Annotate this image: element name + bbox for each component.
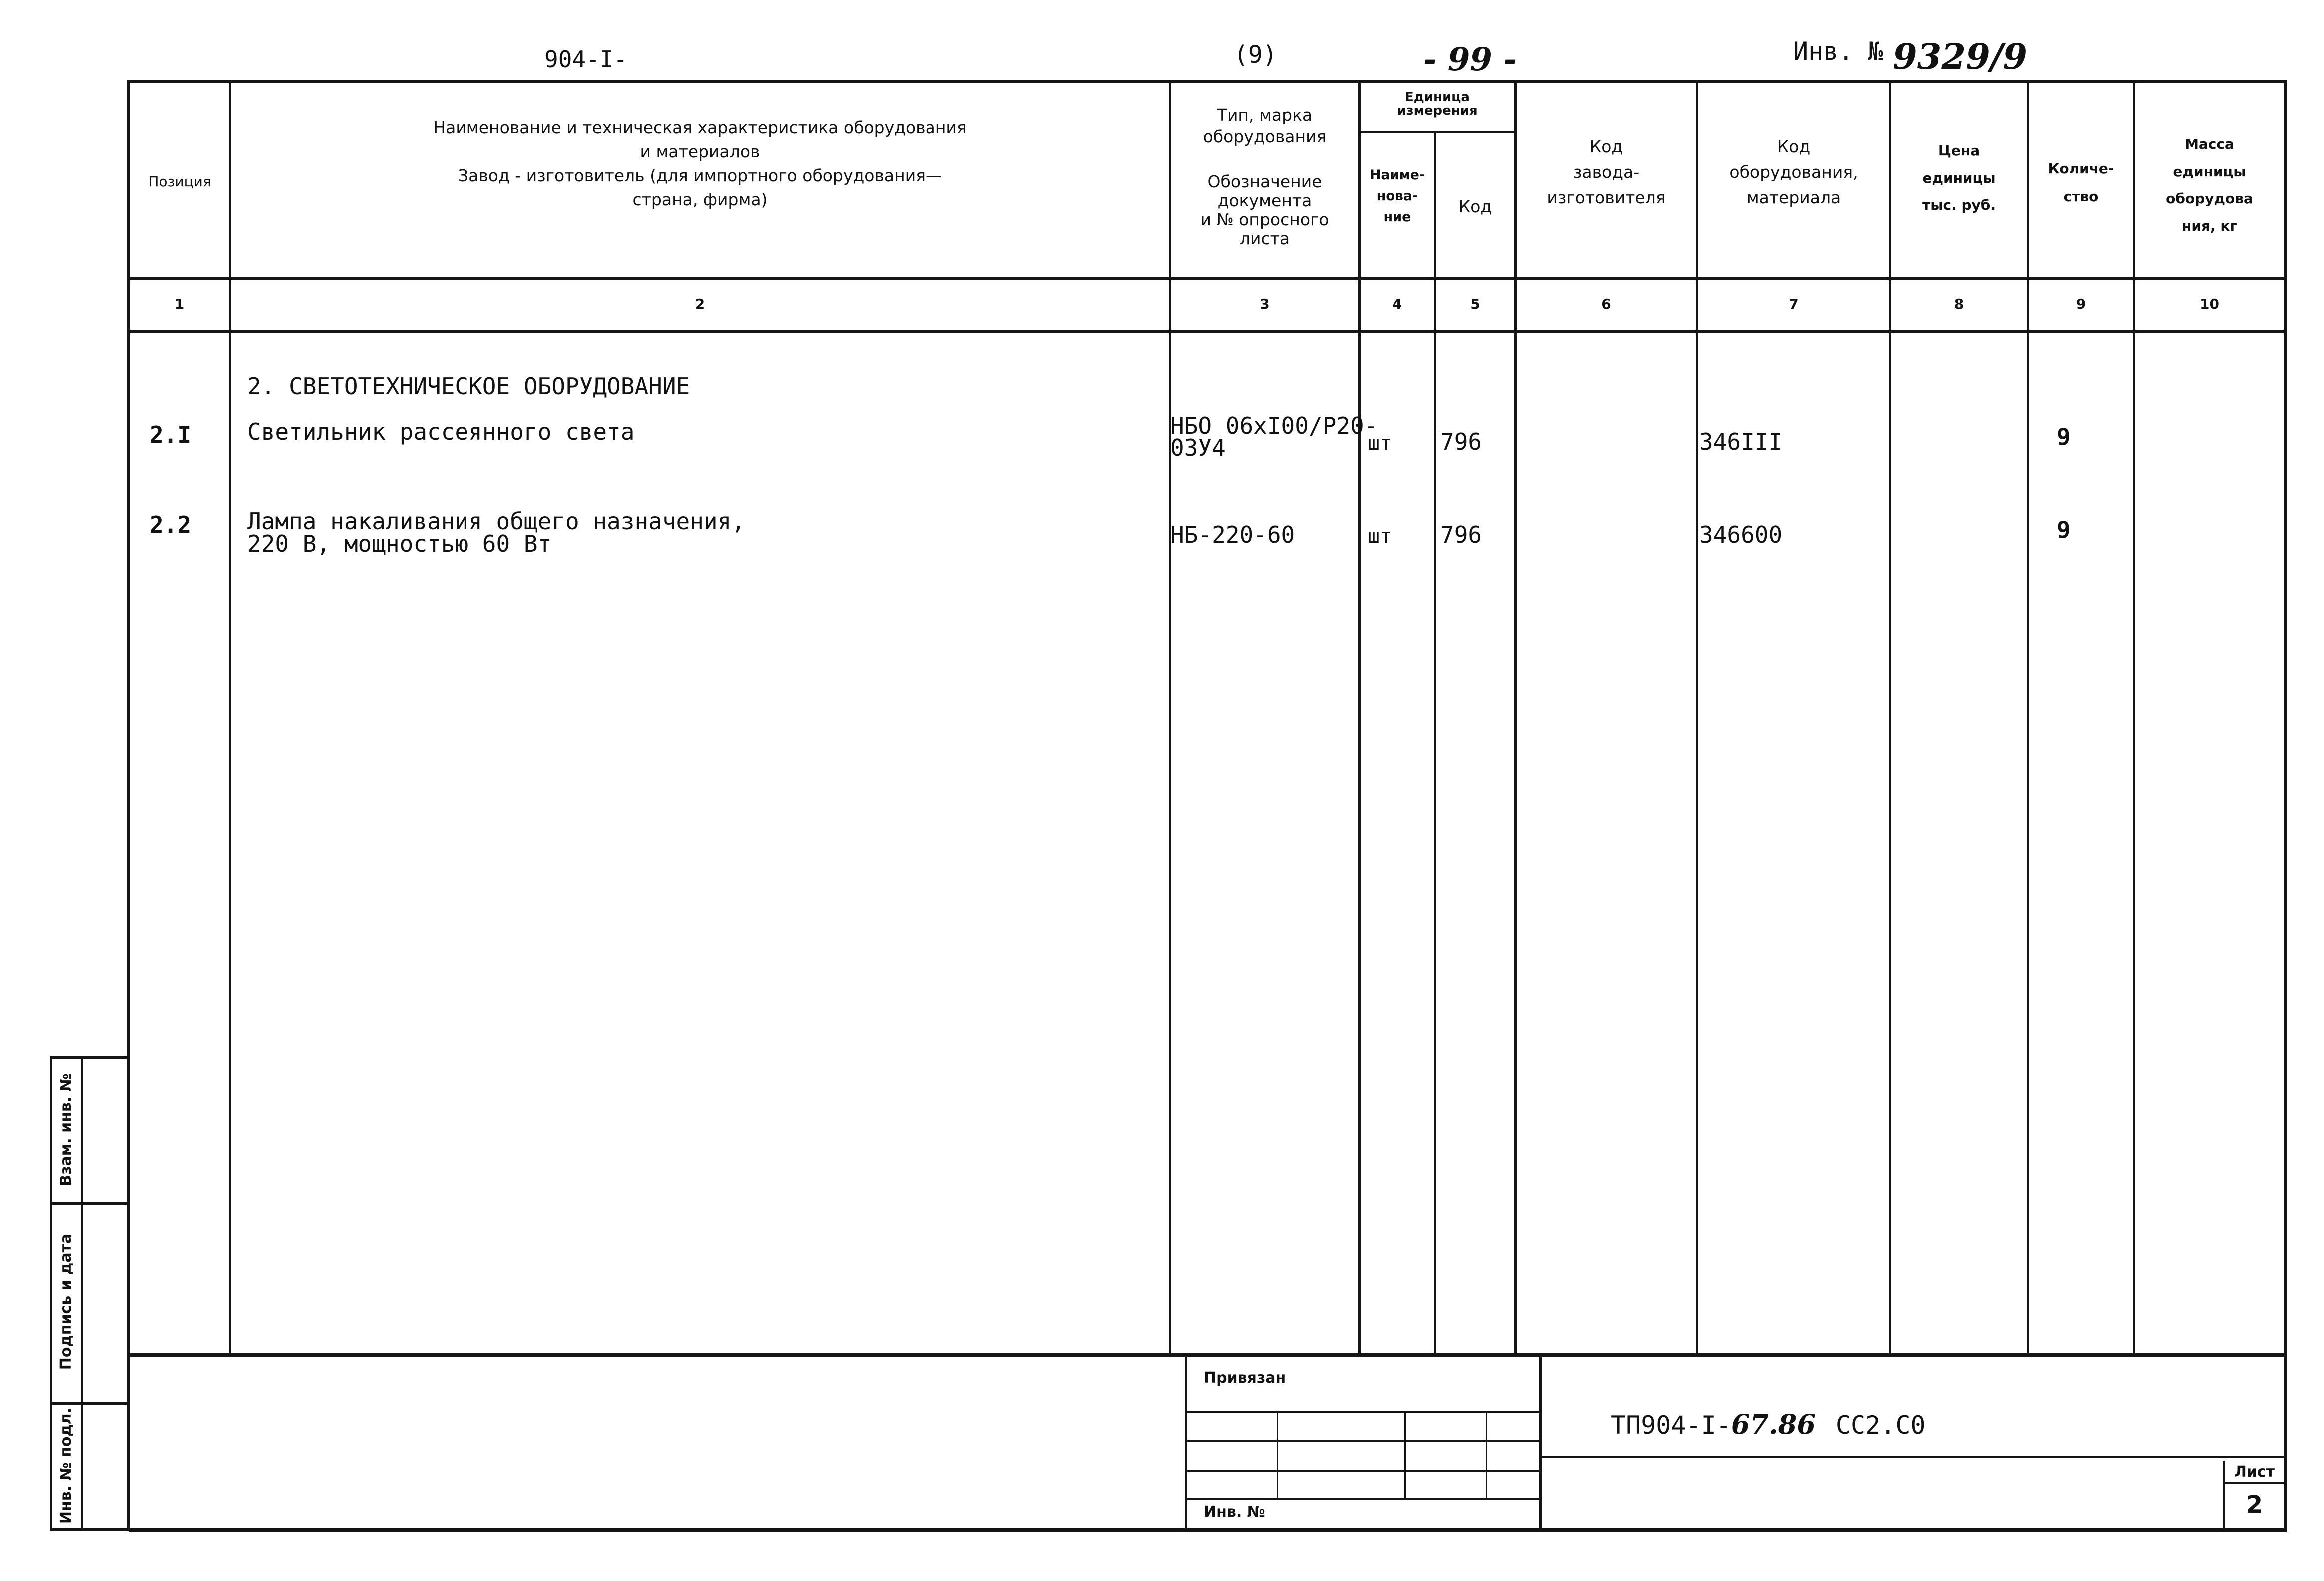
row1-quantity: 9 [2057,423,2071,450]
colnum-1: 1 [174,296,185,312]
colnum-10: 10 [2200,296,2219,312]
header-equipment-code: Код оборудования, материала [1729,137,1858,208]
colnum-8: 8 [1954,296,1964,312]
col-divider-2 [1169,82,1171,1355]
header-name: Наименование и техническая характеристика оборудования и материалов Завод - изготовитель (для импортного оборудования— страна, фирма) [433,118,967,209]
row1-type: НБО 06хI00/Р20- 03У4 [1170,412,1378,461]
header-unit-mass: Масса единицы оборудова ния, кг [2166,136,2253,234]
sheet-label: Лист [2234,1463,2275,1481]
header-factory-code: Код завода- изготовителя [1547,137,1666,208]
row2-position: 2.2 [150,511,192,538]
row2-type: НБ-220-60 [1170,521,1295,548]
inventory-number-handwritten: 9329/9 [1893,36,2028,77]
document-code: ТП904-I-67.86 СС2.С0 [1611,1408,1926,1440]
colnum-6: 6 [1601,296,1611,312]
header-document-designation: Обозначение документа и № опросного листа [1200,172,1329,248]
number-row-bottom-line [129,330,2287,333]
col-divider-5 [1514,82,1517,1355]
colnum-9: 9 [2076,296,2086,312]
colnum-7: 7 [1789,296,1799,312]
table-bottom-line [129,1353,2287,1357]
col-divider-7 [1889,82,1891,1355]
row1-position: 2.I [150,421,192,448]
stamp-replacement-inv: Взам. инв. № [57,1073,75,1186]
colnum-3: 3 [1260,296,1270,312]
header-position: Позиция [148,173,211,190]
colnum-2: 2 [695,296,705,312]
col-divider-6 [1696,82,1698,1355]
colnum-4: 4 [1392,296,1402,312]
col-divider-8 [2027,82,2029,1355]
inventory-label: Инв. № [1793,37,1883,66]
row1-unit-name: шт [1368,432,1392,455]
col-divider-4 [1434,131,1436,1355]
header-bottom-line [129,277,2287,280]
header-type-brand: Тип, марка оборудования [1203,105,1327,146]
frame-bottom-line [129,1528,2287,1532]
header-quantity: Количе- ство [2048,160,2114,205]
section-title: 2. СВЕТОТЕХНИЧЕСКОЕ ОБОРУДОВАНИЕ [247,373,690,399]
series-number: 904-I- [544,46,628,73]
colnum-5: 5 [1470,296,1480,312]
stamp-signature-date: Подпись и дата [57,1233,75,1370]
inventory-no-label: Инв. № [1204,1503,1265,1521]
header-unit-code: Код [1458,197,1492,216]
stamp-original-inv: Инв. № подл. [57,1407,75,1524]
col-divider-3 [1358,82,1361,1355]
row1-name: Светильник рассеянного света [247,418,635,445]
unit-group-divider [1358,131,1516,133]
sheet-number: 2 [2246,1491,2263,1519]
frame-right-line [2284,80,2287,1531]
row2-unit-name: шт [1368,525,1392,548]
page-number-handwritten: - 99 - [1423,41,1517,78]
frame-top-line [129,80,2287,83]
row2-quantity: 9 [2057,516,2071,543]
col-divider-1 [229,82,231,1355]
row2-name: Лампа накаливания общего назначения, 220 В, мощностью 60 Вт [247,508,745,558]
attached-label: Привязан [1204,1369,1286,1387]
col-divider-9 [2133,82,2135,1355]
row1-unit-code: 796 [1440,428,1482,455]
row1-equipment-code: 346III [1699,428,1783,455]
row2-unit-code: 796 [1440,521,1482,548]
header-unit-group: Единица измерения [1397,90,1478,119]
header-unit-price: Цена единицы тыс. руб. [1922,142,1996,214]
sheet-paren-number: (9) [1234,41,1277,69]
row2-equipment-code: 346600 [1699,521,1783,548]
header-unit-name: Наиме- нова- ние [1369,167,1425,225]
